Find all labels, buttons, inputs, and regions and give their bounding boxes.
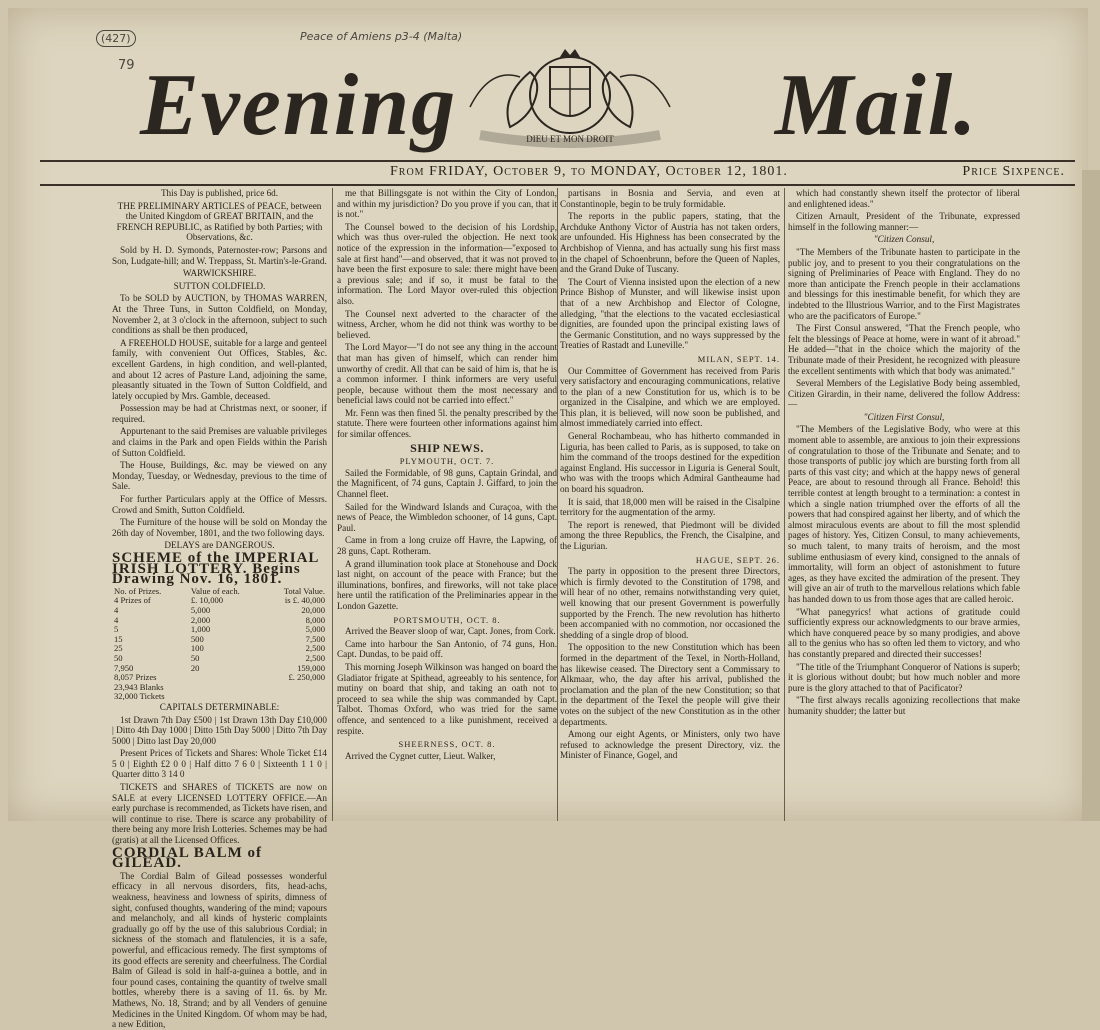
ad-text: A FREEHOLD HOUSE, suitable for a large and genteel family, with convenient Out Offices, Stables, &c. excellent Gardens, in high condition, and well-planted, and about 12 acres of Pasture Land, adjoining the same, pleasantly situated in the Town of Sutton Coldfield, and lately occupied by Mrs. Gamble, deceased. — [112, 337, 327, 401]
article-paragraph: The party in opposition to the present three Directors, which is firmly devoted to the Constitution of 1798, and will hear of no other, remains notwithstanding very quiet, well knowing that our present Government is powerfully supported by the French. The new revolution has hitherto been accompanied with no commotion, nor occasioned the shedding of a single drop of blood. — [560, 566, 780, 640]
table-cell: 25 — [114, 643, 123, 654]
column-rule — [332, 188, 333, 821]
ad-text: To be SOLD by AUCTION, by THOMAS WARREN, At the Three Tuns, in Sutton Coldfield, on Monday, November 2, at 3 o'clock in the afternoon, subject to such conditions as shall be then produced, — [112, 293, 327, 336]
article-paragraph: The report is renewed, that Piedmont will be divided among the three Republics, the French, the Cisalpine, and the Ligurian. — [560, 519, 780, 551]
motto-text: DIEU ET MON DROIT — [526, 134, 614, 144]
table-cell: 100 — [190, 643, 204, 654]
article-paragraph: The Lord Mayor—"I do not see any thing in the account that man has given of himself, which can render him unworthy of credit. All that can be said of him is, that he is a common informer. I think informers are very useful people, because without them the most necessary and beneficial laws could not be carried into effect." — [337, 342, 557, 406]
issue-price: Price Sixpence. — [962, 164, 1065, 179]
ad-heading: SCHEME of the IMPERIAL IRISH LOTTERY. Begins Drawing Nov. 16, 1801. — [112, 550, 319, 588]
dateline-heading: PORTSMOUTH, OCT. 8. — [393, 614, 501, 625]
dateline-heading: MILAN, SEPT. 14. — [697, 353, 780, 364]
ad-text: The House, Buildings, &c. may be viewed on any Monday, Tuesday, or Wednesday, previous to the time of Sale. — [112, 460, 327, 492]
column-court-and-ship-news — [337, 188, 557, 821]
ad-text: TICKETS and SHARES of TICKETS are now on SALE at every LICENSED LOTTERY OFFICE.—An early purchase is recommended, as Tickets have risen, and will continue to rise. There is scarce any probability of there being any more Irish Lotteries. Schemes may be had (gratis) at all the Licensed Offices. — [112, 782, 327, 846]
table-cell: 20 — [190, 662, 200, 673]
article-paragraph: General Rochambeau, who has hitherto commanded in Liguria, has been called to Paris, as is supposed, to take on him the command of the troops destined for the expedition against England. His successor in Liguria is General Soult, who was with the troops which Admiral Gantheaume had on board his squadron. — [560, 431, 780, 495]
table-row — [112, 596, 327, 606]
article-paragraph: The First Consul answered, "That the French people, who felt the blessings of Peace at home, were in want of it abroad." He added—"that in the choice which the majority of the Tribunate made of their President, he recognized with pleasure the excellent sentiments with which that body was animated." — [788, 323, 1020, 376]
table-cell: 2,500 — [305, 652, 325, 663]
table-cell: 5,000 — [190, 604, 211, 615]
table-cell: 23,943 Blanks — [114, 681, 164, 692]
ad-text: 1st Drawn 7th Day £500 | 1st Drawn 13th Day £10,000 | Ditto 4th Day 1000 | Ditto 15th Day 5000 | Ditto 7th Day 5000 | Ditto last Day 20,000 — [112, 714, 327, 746]
lottery-scheme-table — [112, 587, 327, 702]
table-cell: 32,000 Tickets — [114, 691, 165, 702]
article-paragraph: Arrived the Cygnet cutter, Lieut. Walker, — [345, 750, 496, 761]
table-cell: 4 — [114, 614, 119, 625]
article-paragraph: Arrived the Beaver sloop of war, Capt. Jones, from Cork. — [345, 626, 556, 637]
table-cell: 7,500 — [305, 633, 325, 644]
table-cell: £. 250,000 — [288, 672, 325, 683]
article-paragraph: The Court of Vienna insisted upon the election of a new Prince Bishop of Munster, and will likewise insist upon that of a new Archbishop and Elector of Cologne, alledging, "that the elections to the vacated ecclesiastical dignities, are founded upon the principal existing laws of the Germanic Constitution, and no ways suppressed by the Treaties of Rastadt and Luneville." — [560, 276, 780, 351]
table-cell: is £. 40,000 — [284, 595, 325, 606]
article-paragraph: "What panegyrics! what actions of gratitude could sufficiently express our acknowledgments to our brave armies, which have conquered peace by so many prodigies, and above all to the genius who has so often led them to victory, and who has constantly prepared and directed their successes! — [788, 606, 1020, 659]
column-rule — [784, 188, 785, 821]
table-row — [112, 616, 327, 626]
article-paragraph: "The title of the Triumphant Conqueror of Nations is superb; it is glorious without doubt; but how much nobler and more pure is the glory attached to that of Pacificator? — [788, 661, 1020, 693]
article-paragraph: Citizen Arnault, President of the Tribunate, expressed himself in the following manner:— — [788, 211, 1020, 232]
ad-text: This Day is published, price 6d. — [160, 188, 279, 198]
article-paragraph: Among our eight Agents, or Ministers, only two have refused to acknowledge the present Directory, viz. the Minister of Finance, Gogel, and — [560, 729, 780, 761]
table-cell: 5 — [114, 624, 119, 635]
table-cell: 15 — [114, 633, 123, 644]
table-cell: 2,000 — [190, 614, 211, 625]
column-french-addresses — [788, 188, 1020, 821]
table-cell: 5,000 — [305, 624, 325, 635]
table-cell: 500 — [190, 633, 204, 644]
dateline-bar — [40, 160, 1075, 186]
dateline-heading: HAGUE, SEPT. 26. — [695, 554, 780, 565]
royal-arms-emblem-icon — [450, 47, 690, 147]
article-paragraph: The Counsel bowed to the decision of his Lordship, which was thus over-ruled the objection. He next took notice of the expression in the information—"exposed to sale at first hand"—and observed, that it was not proved to have been the first exposure to sale: there might have been a previous sale; and if so, it must be fatal to the information. The Lord Mayor over-ruled this objection also. — [337, 221, 557, 306]
table-cell: 50 — [190, 652, 200, 663]
column-foreign-news — [560, 188, 780, 821]
column-advertisements — [112, 188, 327, 1030]
article-paragraph: Came in from a long cruize off Havre, the Lapwing, of 28 guns, Capt. Rotheram. — [337, 535, 557, 556]
ad-text: For further Particulars apply at the Office of Messrs. Crowd and Smith, Sutton Coldfield. — [112, 494, 327, 515]
article-paragraph: Several Members of the Legislative Body being assembled, Citizen Girardin, in their name, delivered the follow Address:— — [788, 378, 1020, 410]
ad-heading: CORDIAL BALM of GILEAD. — [112, 844, 263, 872]
table-cell: 7,950 — [114, 662, 134, 673]
dateline-heading: PLYMOUTH, OCT. 7. — [399, 456, 495, 467]
dateline-heading: SHEERNESS, OCT. 8. — [398, 739, 496, 750]
ad-text: The Cordial Balm of Gilead possesses wonderful efficacy in all nervous disorders, fits, head-achs, weakness, heaviness and lowness of spirits, dimness of sight, confused thoughts, wandering of the mind; vapours and melancholy, and all kinds of hysteric complaints gradually go off by the use of this salubrious Cordial; in sickness of the stomach and flatulencies, it is a safe, powerful, and efficacious remedy. The first symptoms of its good effects are serenity and cheerfulness. The Cordial Balm of Gilead is sold in half-a-guinea a bottle, and in four pound cases, containing the quantity of twelve small bottles, whereby there is a saving of 11. 6s. by Mr. Mathews, No. 18, Strand; and by all Venders of genuine Medicines in the United Kingdom. Of whom may be had, a new Edition, — [112, 870, 327, 1030]
article-paragraph: The opposition to the new Constitution which has been formed in the department of the Texel, in North-Holland, has likewise ceased. The Directory sent a Commissary to Alkmaar, who, the day after his arrival, published the proclamation and the plan of the new Constitution; so that in the department of the Texel the people will give their votes on the subject of the new Constitution as in the other departments. — [560, 642, 780, 727]
ad-heading: THE PRELIMINARY ARTICLES of PEACE, between the United Kingdom of GREAT BRITAIN, and the FRENCH REPUBLIC, as Ratified by both Parties; with Observations, &c. — [116, 200, 323, 243]
table-cell: 50 — [114, 652, 123, 663]
table-cell: 8,000 — [305, 614, 325, 625]
ad-heading: DELAYS are DANGEROUS. — [164, 540, 275, 551]
torn-page-edge — [1082, 170, 1100, 821]
section-heading: SHIP NEWS. — [410, 440, 484, 455]
table-cell: 159,000 — [297, 662, 325, 673]
table-cell: 8,057 Prizes — [114, 672, 157, 683]
table-cell: 4 Prizes of — [114, 595, 151, 606]
masthead — [30, 45, 1070, 160]
table-header: No. of Prizes. — [114, 585, 162, 596]
article-paragraph: which had constantly shewn itself the protector of liberal and enlightened ideas." — [788, 188, 1020, 209]
ad-text: The Furniture of the house will be sold on Monday the 26th day of November, 1801, and the two following days. — [112, 517, 327, 538]
table-cell: 1,000 — [190, 624, 211, 635]
article-paragraph: me that Billingsgate is not within the City of London, and within my jurisdiction? Do you prove if you can, that it is not." — [337, 188, 557, 220]
table-row — [112, 606, 327, 616]
article-paragraph: partisans in Bosnia and Servia, and even at Constantinople, begin to be truly formidable. — [560, 188, 780, 209]
address-salutation: "Citizen Consul, — [873, 234, 935, 245]
table-row — [112, 654, 327, 664]
ad-heading: WARWICKSHIRE. — [182, 268, 257, 279]
article-paragraph: This morning Joseph Wilkinson was hanged on board the Gladiator frigate at Spithead, agreeably to his sentence, for mutiny on board that ship, and taking an oath not to proceed to sea while the ship was commanded by Capt. Talbot. Thomas Oxford, who was tried for the same offence, and sentenced to a like punishment, received a respite. — [337, 661, 557, 736]
ad-text: Present Prices of Tickets and Shares: Whole Ticket £14 5 0 | Eighth £2 0 0 | Half ditto 7 6 0 | Sixteenth 1 1 0 | Quarter ditto 3 14 0 — [112, 748, 327, 780]
article-paragraph: It is said, that 18,000 men will be raised in the Cisalpine territory for the augmentation of the army. — [560, 496, 780, 518]
masthead-title-right: Mail. — [775, 57, 979, 154]
table-header: Total Value. — [283, 585, 325, 596]
masthead-title-left: Evening — [140, 57, 458, 154]
article-paragraph: Sailed the Formidable, of 98 guns, Captain Grindal, and the Magnificent, of 74 guns, Captain J. Giffard, to join the Channel fleet. — [337, 467, 557, 500]
article-paragraph: "The Members of the Legislative Body, who were at this moment able to assemble, are anxious to join their expressions of congratulation to those of the Tribunate and Senate; and to those transports of public joy which are bursting forth from all parts of this vast city; and which at the happy news of general Peace, are about to resound through all France. Behold! this terrible contest at length brought to a termination: a contest in which a single nation triumphed over the efforts of all the powers that had conspired against her liberty, and of which the almost miraculous events are about to fill the most splendid pages of history. Yes, Citizen Consul, to many achievements, so much talent, to many traits of heroism, and the most sublime enthusiasm of every kind, consigned to the annals of immortality, will form an object of astonishment to future ages, as they have excited the admiration of the present. They will give an air of truth to the marvellous relations which fable has handed down to us from those ages that are called heroic. — [788, 424, 1020, 604]
address-salutation: "Citizen First Consul, — [863, 411, 945, 422]
ad-heading: CAPITALS DETERMINABLE: — [159, 701, 280, 712]
table-header: Value of each. — [190, 585, 240, 596]
article-paragraph: Our Committee of Government has received from Paris very satisfactory and encouraging communications, relative to the plan of a new Constitution for us, which is to be organized in the Cisalpine, and which we are employed. This plan, it is believed, will now soon be published, and almost immediately carried into effect. — [560, 365, 780, 429]
table-cell: 2,500 — [305, 643, 325, 654]
table-row — [112, 635, 327, 645]
ad-text: Appurtenant to the said Premises are valuable privileges and claims in the Park and open Fields within the Parish of Sutton Coldfield. — [112, 426, 327, 458]
pencil-number-annotation: 79 — [118, 58, 135, 73]
article-paragraph: Came into harbour the San Antonio, of 74 guns, Hon. Capt. Dundas, to be paid off. — [337, 638, 557, 660]
table-row — [112, 692, 327, 702]
pencil-note-annotation: Peace of Amiens p3-4 (Malta) — [300, 30, 463, 43]
article-paragraph: Mr. Fenn was then fined 5l. the penalty prescribed by the statute. There were fourteen other informations against him for similar offences. — [337, 407, 557, 440]
article-paragraph: A grand illumination took place at Stonehouse and Dock last night, on account of the peace with France; but the illuminations, bonfires, and fireworks, will not take place here until the ratification of the Preliminaries appear in the London Gazette. — [337, 558, 557, 611]
ad-heading: SUTTON COLDFIELD. — [173, 280, 266, 291]
table-cell: 4 — [114, 604, 119, 615]
archive-id-annotation: (427) — [96, 30, 136, 47]
ad-text: Sold by H. D. Symonds, Paternoster-row; Parsons and Son, Ludgate-hill; and W. Treppass, St. Martin's-le-Grand. — [112, 244, 327, 266]
article-paragraph: The reports in the public papers, stating, that the Archduke Anthony Victor of Austria has not taken orders, are unfounded. His Highness has been consecrated by the Archbishop of Vienna, and has actually sung his first mass in the chapel of Schoenbrunn, before the Queen of Naples, and the Grand Duke of Tuscany. — [560, 211, 780, 275]
article-paragraph: Sailed for the Windward Islands and Curaçoa, with the news of Peace, the Wimbledon schooner, of 14 guns, Capt. Paul. — [337, 501, 557, 533]
column-rule — [557, 188, 558, 821]
table-cell: £. 10,000 — [190, 595, 224, 606]
table-cell: 20,000 — [301, 604, 325, 615]
article-paragraph: The Counsel next adverted to the character of the witness, Archer, whom he did not think was worthy to be believed. — [337, 308, 557, 340]
article-paragraph: "The first always recalls agonizing recollections that make humanity shudder; the latter but — [788, 695, 1020, 716]
article-paragraph: "The Members of the Tribunate hasten to participate in the public joy, and to present to you their congratulations on the signing of Preliminaries of Peace with England. They do no more than anticipate the French people in their acclamations and blessings for this inestimable benefit, for which they are indebted to the Illustrious Warrior, and to the First Magistrates who are the pacificators of Europe." — [788, 246, 1020, 321]
issue-date: From FRIDAY, October 9, to MONDAY, October 12, 1801. — [390, 164, 788, 179]
ad-text: Possession may be had at Christmas next, or sooner, if required. — [112, 403, 327, 424]
table-row — [112, 625, 327, 635]
table-row — [112, 644, 327, 654]
